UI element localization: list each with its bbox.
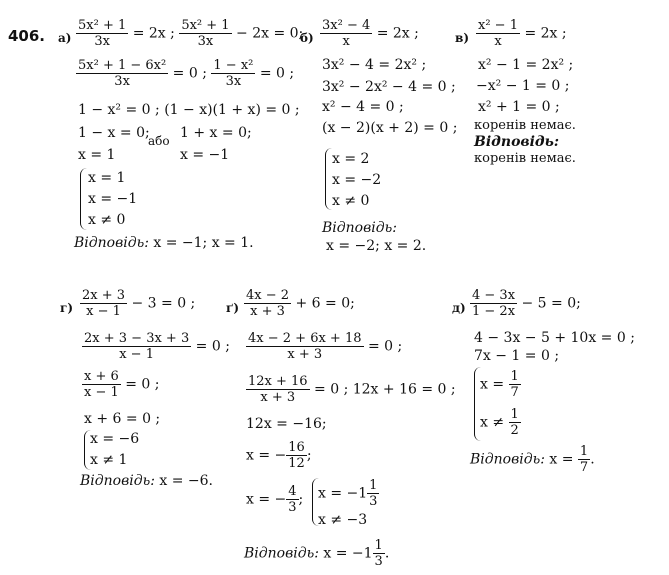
gg-system-row1-den: 3 — [369, 494, 378, 509]
gg-line3 — [246, 374, 456, 405]
b-line1-text: = 2x ; — [376, 25, 419, 42]
v-line1 — [476, 18, 567, 49]
label-g: г) — [60, 301, 74, 315]
gg-line5-frac — [286, 440, 307, 471]
a-line5a: x = 1 — [78, 147, 116, 163]
a-or: або — [148, 134, 170, 148]
a-line1-text1: = 2x ; — [132, 25, 175, 42]
a-line1-frac1-den: 3x — [94, 34, 110, 49]
a-line4b: 1 + x = 0; — [180, 125, 252, 141]
gg-system-row2: x ≠ −3 — [318, 512, 368, 528]
g-answer-value: x = −6. — [159, 473, 213, 489]
v-line5: коренів немає. — [474, 118, 576, 133]
a-line1-frac2-num: 5x² + 1 — [181, 18, 230, 33]
label-gg: ґ) — [226, 301, 240, 315]
a-line2-text2: = 0 ; — [259, 65, 295, 82]
a-answer-label: Відповідь: — [74, 235, 149, 251]
a-line2-frac1 — [76, 58, 168, 89]
g-line4: x + 6 = 0 ; — [84, 411, 161, 427]
b-answer-value: x = −2; x = 2. — [326, 238, 427, 254]
d-system-row1-den: 7 — [510, 385, 519, 400]
v-frac-den: x — [494, 34, 502, 49]
a-system-row: x = 1 — [88, 170, 126, 186]
a-line2-frac2 — [211, 58, 255, 89]
g-answer-label: Відповідь: — [80, 473, 155, 489]
b-system-row: x = 2 — [332, 151, 370, 167]
g-frac2-num: 2x + 3 − 3x + 3 — [84, 331, 190, 346]
gg-line6-frac — [286, 484, 298, 515]
g-frac1-num: 2x + 3 — [82, 288, 126, 303]
v-line2: x² − 1 = 2x² ; — [478, 57, 574, 73]
d-line2: 4 − 3x − 5 + 10x = 0 ; — [474, 330, 635, 346]
gg-frac2-num: 4x − 2 + 6x + 18 — [248, 331, 362, 346]
g-line1 — [80, 288, 195, 319]
a-line2-frac2-den: 3x — [225, 74, 242, 89]
g-frac3-den: x − 1 — [84, 385, 119, 400]
gg-line2 — [246, 331, 402, 362]
b-line4: x² − 4 = 0 ; — [322, 99, 404, 115]
gg-answer-pre: x = −1 — [323, 545, 373, 562]
d-system-row2-pre: x ≠ — [480, 414, 505, 431]
a-line2-frac2-num: 1 − x² — [213, 58, 254, 73]
gg-line6-den: 3 — [288, 500, 297, 515]
b-system-row: x = −2 — [332, 172, 382, 188]
d-system-row1-num: 1 — [510, 369, 519, 384]
d-system-row2-frac — [509, 407, 521, 438]
g-frac2-den: x − 1 — [119, 347, 154, 362]
gg-frac1-num: 4x − 2 — [246, 288, 290, 303]
b-system-brace — [325, 148, 332, 210]
g-frac3-num: x + 6 — [84, 369, 119, 384]
b-frac — [320, 18, 372, 49]
d-line1 — [470, 288, 581, 319]
a-answer — [74, 235, 254, 251]
a-line2 — [76, 58, 294, 89]
d-answer-label: Відповідь: — [470, 451, 545, 468]
gg-line5-pre: x = − — [246, 447, 287, 464]
gg-answer-label: Відповідь: — [244, 545, 319, 562]
v-line3: −x² − 1 = 0 ; — [476, 78, 570, 94]
v-frac-num: x² − 1 — [478, 18, 518, 33]
g-system-row: x ≠ 1 — [90, 452, 128, 468]
a-line3: 1 − x² = 0 ; (1 − x)(1 + x) = 0 ; — [78, 102, 300, 118]
gg-system-row1-frac — [367, 478, 379, 509]
label-a: а) — [58, 31, 72, 45]
d-system-row2-num: 1 — [510, 407, 519, 422]
a-line5b: x = −1 — [180, 147, 230, 163]
b-line5: (x − 2)(x + 2) = 0 ; — [322, 120, 458, 136]
gg-line6 — [246, 484, 303, 515]
d-frac1-num: 4 − 3x — [472, 288, 516, 303]
v-line1-text: = 2x ; — [524, 25, 567, 42]
v-answer-value: коренів немає. — [474, 151, 576, 166]
gg-system-row1-num: 1 — [369, 478, 378, 493]
v-answer-label: Відповідь: — [474, 134, 560, 150]
a-line1-frac1-num: 5x² + 1 — [78, 18, 127, 33]
gg-line3-text: = 0 ; 12x + 16 = 0 ; — [314, 381, 456, 398]
gg-answer-den: 3 — [374, 554, 383, 569]
gg-answer-frac — [373, 538, 385, 569]
d-answer-num: 1 — [579, 444, 589, 459]
b-frac-num: 3x² − 4 — [322, 18, 371, 33]
d-answer-den: 7 — [579, 460, 589, 475]
d-answer-pre: x = — [549, 451, 574, 468]
gg-answer-post: . — [384, 545, 390, 562]
gg-system-row1 — [318, 478, 379, 509]
d-system-row1-frac — [509, 369, 521, 400]
d-frac1 — [470, 288, 517, 319]
d-system-row1-pre: x = — [480, 376, 505, 393]
gg-line5-post: ; — [306, 447, 312, 464]
a-line1-frac2 — [179, 18, 231, 49]
d-system-row2-den: 2 — [510, 423, 519, 438]
a-line1 — [76, 18, 303, 49]
gg-line6-pre: x = − — [246, 491, 287, 508]
d-line3: 7x − 1 = 0 ; — [474, 348, 560, 364]
g-answer — [80, 473, 213, 489]
label-v: в) — [455, 31, 470, 45]
b-system-row: x ≠ 0 — [332, 193, 370, 209]
gg-frac2 — [246, 331, 364, 362]
b-line1 — [320, 18, 419, 49]
gg-frac3 — [246, 374, 310, 405]
problem-number: 406. — [8, 27, 46, 45]
v-line4: x² + 1 = 0 ; — [478, 99, 560, 115]
gg-line1-text: + 6 = 0; — [295, 295, 355, 312]
a-line1-text2: − 2x = 0; — [236, 25, 304, 42]
gg-frac2-den: x + 3 — [287, 347, 323, 362]
g-system-row: x = −6 — [90, 431, 140, 447]
b-line3: 3x² − 2x² − 4 = 0 ; — [322, 79, 456, 95]
gg-frac1-den: x + 3 — [250, 304, 285, 319]
gg-line5 — [246, 440, 312, 471]
gg-answer — [244, 538, 389, 569]
b-system — [332, 151, 381, 214]
g-line2-text: = 0 ; — [195, 338, 230, 355]
a-answer-value: x = −1; x = 1. — [153, 235, 254, 251]
label-b: б) — [300, 31, 314, 45]
gg-frac1 — [244, 288, 291, 319]
gg-line4: 12x = −16; — [246, 416, 327, 432]
a-line2-frac1-den: 3x — [114, 74, 130, 89]
g-line3-text: = 0 ; — [125, 376, 160, 393]
b-answer-label: Відповідь: — [322, 220, 397, 236]
a-line2-frac1-num: 5x² + 1 − 6x² — [78, 58, 167, 73]
gg-line6-post: ; — [298, 491, 304, 508]
g-line1-text: − 3 = 0 ; — [131, 295, 196, 312]
a-line4a: 1 − x = 0; — [78, 125, 150, 141]
d-frac1-den: 1 − 2x — [472, 304, 516, 319]
gg-line5-num: 16 — [288, 440, 305, 455]
gg-line5-den: 12 — [288, 456, 305, 471]
gg-frac3-num: 12x + 16 — [248, 374, 308, 389]
g-frac1 — [80, 288, 127, 319]
label-d: д) — [452, 301, 466, 315]
d-answer-frac — [578, 444, 590, 475]
d-answer — [470, 444, 595, 475]
b-line2: 3x² − 4 = 2x² ; — [322, 57, 427, 73]
a-system-row: x ≠ 0 — [88, 212, 126, 228]
g-frac2 — [82, 331, 191, 362]
g-line3 — [82, 369, 159, 400]
a-line1-frac1 — [76, 18, 128, 49]
b-frac-den: x — [342, 34, 350, 49]
d-line1-text: − 5 = 0; — [521, 295, 581, 312]
v-frac — [476, 18, 520, 49]
a-line1-frac2-den: 3x — [197, 34, 214, 49]
g-line2 — [82, 331, 230, 362]
d-system-row1 — [480, 369, 521, 400]
a-line2-text1: = 0 ; — [172, 65, 207, 82]
a-system-row: x = −1 — [88, 191, 138, 207]
gg-line1 — [244, 288, 355, 319]
gg-answer-num: 1 — [374, 538, 383, 553]
a-system — [88, 170, 137, 233]
d-answer-post: . — [590, 451, 595, 468]
gg-line6-num: 4 — [288, 484, 297, 499]
a-system-brace — [80, 168, 87, 230]
g-frac1-den: x − 1 — [86, 304, 121, 319]
g-frac3 — [82, 369, 121, 400]
d-system-row2 — [480, 407, 521, 438]
gg-system-row1-pre: x = −1 — [318, 485, 368, 502]
g-system — [90, 431, 139, 473]
gg-frac3-den: x + 3 — [260, 390, 296, 405]
gg-line2-text: = 0 ; — [367, 338, 403, 355]
